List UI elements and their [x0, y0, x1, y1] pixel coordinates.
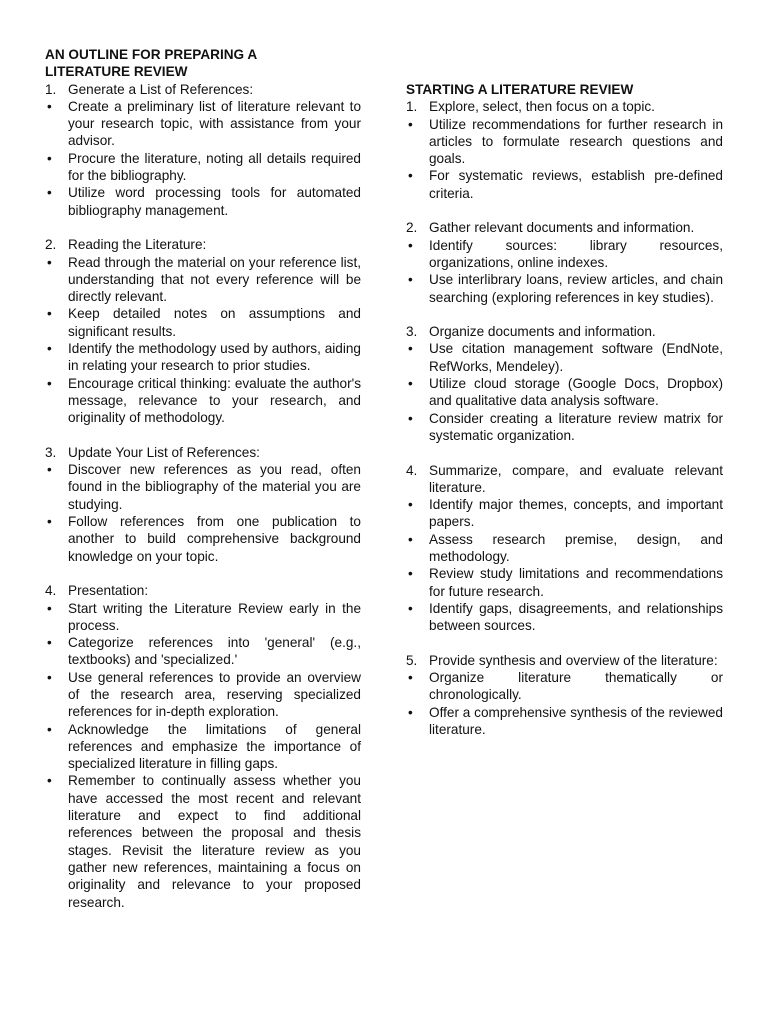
bullet-text: Utilize word processing tools for automated bibliography management.	[68, 185, 361, 218]
bullet-icon: •	[408, 566, 413, 582]
bullet-icon: •	[47, 254, 52, 270]
bullet-text: Consider creating a literature review matrix for systematic organization.	[429, 410, 723, 443]
bullet-text: Keep detailed notes on assumptions and significant results.	[68, 306, 361, 339]
bullet-item	[45, 305, 361, 340]
bullet-text: Organize literature thematically or chronologically.	[429, 670, 723, 703]
section-label: Provide synthesis and overview of the literature:	[429, 652, 718, 668]
bullet-icon: •	[408, 116, 413, 132]
bullet-icon: •	[408, 410, 413, 426]
bullet-item	[406, 340, 723, 375]
bullet-icon: •	[47, 514, 52, 530]
section-heading	[406, 652, 723, 669]
right-section-5	[406, 652, 723, 738]
section-label: Update Your List of References:	[68, 444, 260, 460]
left-section-2	[45, 236, 361, 426]
left-section-4	[45, 582, 361, 911]
section-heading	[45, 444, 361, 461]
bullet-item	[406, 167, 723, 202]
bullet-text: Utilize cloud storage (Google Docs, Dropbox) and qualitative data analysis software.	[429, 376, 723, 409]
section-label: Explore, select, then focus on a topic.	[429, 99, 655, 115]
bullet-text: Create a preliminary list of literature relevant to your research topic, with assistance from your advisor.	[68, 98, 361, 149]
bullet-icon: •	[408, 600, 413, 616]
section-spacer	[45, 565, 361, 582]
left-title-line-1: AN OUTLINE FOR PREPARING A	[45, 47, 258, 62]
section-number: 3.	[406, 324, 418, 340]
bullet-icon: •	[47, 341, 52, 357]
bullet-icon: •	[408, 376, 413, 392]
section-number: 1.	[45, 81, 57, 97]
bullet-item	[406, 600, 723, 635]
section-spacer	[406, 635, 723, 652]
bullet-item	[45, 98, 361, 150]
section-heading	[406, 323, 723, 340]
bullet-text: Assess research premise, design, and methodology.	[429, 531, 723, 565]
section-spacer	[406, 202, 723, 219]
bullet-icon: •	[47, 306, 52, 322]
section-spacer	[45, 219, 361, 236]
bullet-icon: •	[408, 272, 413, 288]
bullet-item	[406, 565, 723, 600]
bullet-item	[406, 271, 723, 306]
bullet-icon: •	[47, 669, 52, 685]
bullet-icon: •	[47, 462, 52, 478]
section-spacer	[45, 427, 361, 444]
section-heading	[45, 81, 361, 98]
bullet-text: Procure the literature, noting all details required for the bibliography.	[68, 150, 361, 184]
section-number: 4.	[406, 462, 418, 478]
bullet-text: Identify the methodology used by authors, aiding in relating your research to prior studies.	[68, 341, 361, 374]
bullet-text: Use interlibrary loans, review articles, and chain searching (exploring references in key studies).	[429, 272, 723, 305]
left-section-3	[45, 444, 361, 565]
section-heading	[45, 582, 361, 599]
bullet-item	[406, 704, 723, 739]
bullet-text: Read through the material on your reference list, understanding that not every reference will be directly relevant.	[68, 254, 361, 305]
section-spacer	[406, 306, 723, 323]
right-section-4	[406, 462, 723, 635]
bullet-text: Use citation management software (EndNote, RefWorks, Mendeley).	[429, 341, 723, 374]
bullet-icon: •	[408, 341, 413, 357]
bullet-item	[406, 237, 723, 272]
section-label: Presentation:	[68, 583, 149, 599]
bullet-item	[406, 531, 723, 566]
bullet-item	[406, 116, 723, 168]
bullet-icon: •	[408, 704, 413, 720]
left-column	[45, 46, 361, 911]
bullet-icon: •	[47, 98, 52, 114]
right-column	[406, 81, 723, 738]
bullet-item	[45, 513, 361, 565]
bullet-icon: •	[47, 635, 52, 651]
bullet-text: Encourage critical thinking: evaluate the author's message, relevance to your research, and originality of methodology.	[68, 375, 361, 426]
bullet-item	[45, 634, 361, 669]
bullet-icon: •	[408, 531, 413, 547]
right-section-3	[406, 323, 723, 444]
section-number: 5.	[406, 652, 418, 668]
right-title: STARTING A LITERATURE REVIEW	[406, 82, 634, 97]
bullet-item	[406, 669, 723, 704]
section-number: 4.	[45, 583, 57, 599]
bullet-text: Acknowledge the limitations of general references and emphasize the importance of specialized literature in filling gaps.	[68, 721, 361, 772]
bullet-item	[45, 340, 361, 375]
bullet-text: Remember to continually assess whether you have accessed the most recent and relevant literature and expect to find additional references between the proposal and thesis stages. Revisit the literature review as you gather new references, maintaining a focus on originality and relevance to your proposed research.	[68, 773, 361, 910]
right-section-2	[406, 219, 723, 305]
bullet-item	[45, 772, 361, 910]
section-number: 1.	[406, 99, 418, 115]
bullet-icon: •	[47, 375, 52, 391]
right-sections	[406, 98, 723, 738]
bullet-icon: •	[47, 185, 52, 201]
section-label: Gather relevant documents and information.	[429, 220, 695, 236]
bullet-icon: •	[408, 168, 413, 184]
left-title-line-2: LITERATURE REVIEW	[45, 64, 188, 80]
bullet-item	[45, 184, 361, 219]
bullet-text: Categorize references into 'general' (e.g., textbooks) and 'specialized.'	[68, 635, 361, 668]
section-label: Summarize, compare, and evaluate relevant literature.	[429, 462, 723, 495]
left-sections	[45, 81, 361, 911]
bullet-text: Review study limitations and recommendations for future research.	[429, 566, 723, 599]
left-title	[45, 46, 361, 81]
section-heading	[406, 462, 723, 497]
bullet-icon: •	[47, 721, 52, 737]
bullet-icon: •	[47, 773, 52, 789]
section-label: Reading the Literature:	[68, 237, 207, 253]
left-section-1	[45, 81, 361, 219]
bullet-text: Identify sources: library resources, organizations, online indexes.	[429, 237, 723, 270]
bullet-icon: •	[408, 497, 413, 513]
section-number: 2.	[45, 237, 57, 253]
bullet-item	[45, 669, 361, 721]
section-spacer	[406, 444, 723, 461]
bullet-text: Identify major themes, concepts, and important papers.	[429, 497, 723, 530]
bullet-item	[406, 410, 723, 445]
bullet-text: Use general references to provide an overview of the research area, reserving specialized references for in-depth exploration.	[68, 669, 361, 720]
bullet-item	[45, 254, 361, 306]
bullet-text: Utilize recommendations for further research in articles to formulate research questions and goals.	[429, 116, 723, 167]
bullet-text: Identify gaps, disagreements, and relationships between sources.	[429, 600, 723, 634]
bullet-icon: •	[47, 150, 52, 166]
bullet-icon: •	[47, 600, 52, 616]
right-section-1	[406, 98, 723, 202]
section-heading	[406, 219, 723, 236]
bullet-item	[406, 496, 723, 531]
bullet-text: For systematic reviews, establish pre-defined criteria.	[429, 168, 723, 201]
section-number: 3.	[45, 444, 57, 460]
section-heading	[406, 98, 723, 115]
bullet-text: Discover new references as you read, often found in the bibliography of the material you are studying.	[68, 462, 361, 512]
bullet-item	[45, 375, 361, 427]
bullet-icon: •	[408, 237, 413, 253]
bullet-icon: •	[408, 670, 413, 686]
bullet-item	[45, 600, 361, 635]
section-label: Organize documents and information.	[429, 324, 656, 340]
bullet-item	[45, 461, 361, 513]
section-label: Generate a List of References:	[68, 81, 254, 97]
section-heading	[45, 236, 361, 253]
bullet-item	[45, 721, 361, 773]
bullet-text: Offer a comprehensive synthesis of the reviewed literature.	[429, 704, 723, 737]
section-number: 2.	[406, 220, 418, 236]
bullet-text: Follow references from one publication to another to build comprehensive background knowledge on your topic.	[68, 514, 361, 564]
bullet-item	[45, 150, 361, 185]
bullet-item	[406, 375, 723, 410]
bullet-text: Start writing the Literature Review early in the process.	[68, 600, 361, 633]
